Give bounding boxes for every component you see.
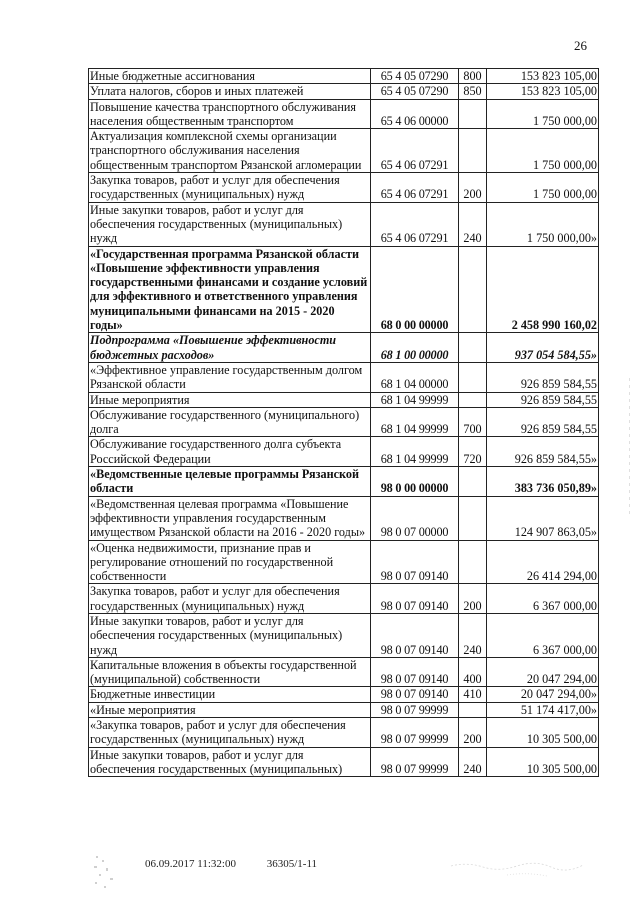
table-row xyxy=(89,747,599,777)
row-type: 720 xyxy=(459,437,487,467)
page-number: 26 xyxy=(574,38,587,53)
row-amount: 1 750 000,00 xyxy=(487,99,599,129)
row-code: 98 0 00 00000 xyxy=(371,467,459,497)
row-amount: 153 823 105,00 xyxy=(487,84,599,99)
row-amount: 383 736 050,89» xyxy=(487,467,599,497)
row-code: 98 0 07 00000 xyxy=(371,496,459,540)
row-name: Подпрограмма «Повышение эффективности бюджетных расходов» xyxy=(89,333,371,363)
row-code: 65 4 06 07291 xyxy=(371,202,459,246)
scan-edge-mark-icon xyxy=(628,378,631,518)
row-name: «Иные мероприятия xyxy=(89,702,371,717)
row-type xyxy=(459,540,487,584)
row-code: 68 0 00 00000 xyxy=(371,246,459,333)
row-type xyxy=(459,246,487,333)
row-code: 98 0 07 09140 xyxy=(371,687,459,702)
row-code: 98 0 07 09140 xyxy=(371,613,459,657)
row-code: 68 1 00 00000 xyxy=(371,333,459,363)
row-name: «Ведомственные целевые программы Рязанской области xyxy=(89,467,371,497)
row-type xyxy=(459,99,487,129)
row-type: 410 xyxy=(459,687,487,702)
row-amount: 1 750 000,00 xyxy=(487,173,599,203)
row-amount: 20 047 294,00» xyxy=(487,687,599,702)
row-name: Актуализация комплексной схемы организации транспортного обслуживания населения общественным транспортом Рязанской агломерации xyxy=(89,129,371,173)
table-row xyxy=(89,702,599,717)
row-amount: 6 367 000,00 xyxy=(487,613,599,657)
row-name: Иные мероприятия xyxy=(89,392,371,407)
table-row xyxy=(89,173,599,203)
row-code: 98 0 07 99999 xyxy=(371,702,459,717)
budget-table-body xyxy=(89,69,599,777)
row-amount: 2 458 990 160,02 xyxy=(487,246,599,333)
row-name: Обслуживание государственного долга субъекта Российской Федерации xyxy=(89,437,371,467)
table-row xyxy=(89,584,599,614)
row-code: 68 1 04 00000 xyxy=(371,362,459,392)
row-name: «Ведомственная целевая программа «Повышение эффективности управления государственным имуществом Рязанской области на 2016 - 2020 годы» xyxy=(89,496,371,540)
table-row xyxy=(89,496,599,540)
row-code: 65 4 06 00000 xyxy=(371,99,459,129)
row-name: Уплата налогов, сборов и иных платежей xyxy=(89,84,371,99)
row-amount: 124 907 863,05» xyxy=(487,496,599,540)
row-type xyxy=(459,496,487,540)
row-type: 200 xyxy=(459,584,487,614)
row-name: Повышение качества транспортного обслуживания населения общественным транспортом xyxy=(89,99,371,129)
row-amount: 10 305 500,00 xyxy=(487,747,599,777)
row-name: Иные закупки товаров, работ и услуг для обеспечения государственных (муниципальных) нужд xyxy=(89,202,371,246)
table-row xyxy=(89,99,599,129)
table-row xyxy=(89,540,599,584)
table-row xyxy=(89,467,599,497)
table-row xyxy=(89,437,599,467)
row-name: Закупка товаров, работ и услуг для обеспечения государственных (муниципальных) нужд xyxy=(89,173,371,203)
row-type: 240 xyxy=(459,613,487,657)
row-code: 98 0 07 99999 xyxy=(371,747,459,777)
table-row xyxy=(89,687,599,702)
row-amount: 26 414 294,00 xyxy=(487,540,599,584)
row-amount: 153 823 105,00 xyxy=(487,69,599,84)
row-code: 65 4 05 07290 xyxy=(371,84,459,99)
row-type xyxy=(459,333,487,363)
stamp-mark-icon xyxy=(90,852,122,892)
table-row xyxy=(89,657,599,687)
row-type xyxy=(459,702,487,717)
table-row xyxy=(89,69,599,84)
row-code: 98 0 07 09140 xyxy=(371,657,459,687)
table-row xyxy=(89,362,599,392)
row-type xyxy=(459,467,487,497)
row-name: Иные бюджетные ассигнования xyxy=(89,69,371,84)
footer xyxy=(145,858,317,870)
footer-doc-id: 36305/1-11 xyxy=(266,858,318,870)
row-type: 850 xyxy=(459,84,487,99)
row-type: 400 xyxy=(459,657,487,687)
table-row xyxy=(89,129,599,173)
row-name: Бюджетные инвестиции xyxy=(89,687,371,702)
row-type: 200 xyxy=(459,718,487,748)
row-code: 98 0 07 09140 xyxy=(371,540,459,584)
row-name: «Закупка товаров, работ и услуг для обеспечения государственных (муниципальных) нужд xyxy=(89,718,371,748)
row-amount: 51 174 417,00» xyxy=(487,702,599,717)
row-name: Иные закупки товаров, работ и услуг для обеспечения государственных (муниципальных) нужд xyxy=(89,613,371,657)
row-amount: 10 305 500,00 xyxy=(487,718,599,748)
row-amount: 1 750 000,00 xyxy=(487,129,599,173)
row-type: 200 xyxy=(459,173,487,203)
row-amount: 20 047 294,00 xyxy=(487,657,599,687)
row-amount: 926 859 584,55» xyxy=(487,437,599,467)
table-row xyxy=(89,333,599,363)
row-amount: 926 859 584,55 xyxy=(487,407,599,437)
row-code: 98 0 07 09140 xyxy=(371,584,459,614)
row-type xyxy=(459,362,487,392)
row-code: 68 1 04 99999 xyxy=(371,437,459,467)
row-amount: 926 859 584,55 xyxy=(487,362,599,392)
table-row xyxy=(89,246,599,333)
faint-signature-icon xyxy=(447,858,587,880)
row-name: Капитальные вложения в объекты государственной (муниципальной) собственности xyxy=(89,657,371,687)
budget-table xyxy=(88,68,599,777)
row-code: 98 0 07 99999 xyxy=(371,718,459,748)
row-name: Иные закупки товаров, работ и услуг для обеспечения государственных (муниципальных) xyxy=(89,747,371,777)
row-name: Обслуживание государственного (муниципального) долга xyxy=(89,407,371,437)
table-row xyxy=(89,407,599,437)
row-amount: 937 054 584,55» xyxy=(487,333,599,363)
row-code: 65 4 06 07291 xyxy=(371,173,459,203)
row-name: «Оценка недвижимости, признание прав и регулирование отношений по государственной собственности xyxy=(89,540,371,584)
row-name: «Эффективное управление государственным долгом Рязанской области xyxy=(89,362,371,392)
row-code: 68 1 04 99999 xyxy=(371,392,459,407)
table-row xyxy=(89,202,599,246)
row-type xyxy=(459,392,487,407)
row-type xyxy=(459,129,487,173)
footer-datetime: 06.09.2017 11:32:00 xyxy=(145,858,236,870)
row-amount: 1 750 000,00» xyxy=(487,202,599,246)
row-code: 68 1 04 99999 xyxy=(371,407,459,437)
row-type: 800 xyxy=(459,69,487,84)
table-row xyxy=(89,613,599,657)
row-amount: 926 859 584,55 xyxy=(487,392,599,407)
row-code: 65 4 05 07290 xyxy=(371,69,459,84)
table-row xyxy=(89,392,599,407)
row-code: 65 4 06 07291 xyxy=(371,129,459,173)
row-name: «Государственная программа Рязанской области «Повышение эффективности управления государственными финансами и создание условий для эффективного и ответственного управления муниципальными финансами на 2015 - 2020 годы» xyxy=(89,246,371,333)
table-row xyxy=(89,718,599,748)
row-name: Закупка товаров, работ и услуг для обеспечения государственных (муниципальных) нужд xyxy=(89,584,371,614)
row-type: 700 xyxy=(459,407,487,437)
row-type: 240 xyxy=(459,747,487,777)
row-type: 240 xyxy=(459,202,487,246)
table-row xyxy=(89,84,599,99)
row-amount: 6 367 000,00 xyxy=(487,584,599,614)
